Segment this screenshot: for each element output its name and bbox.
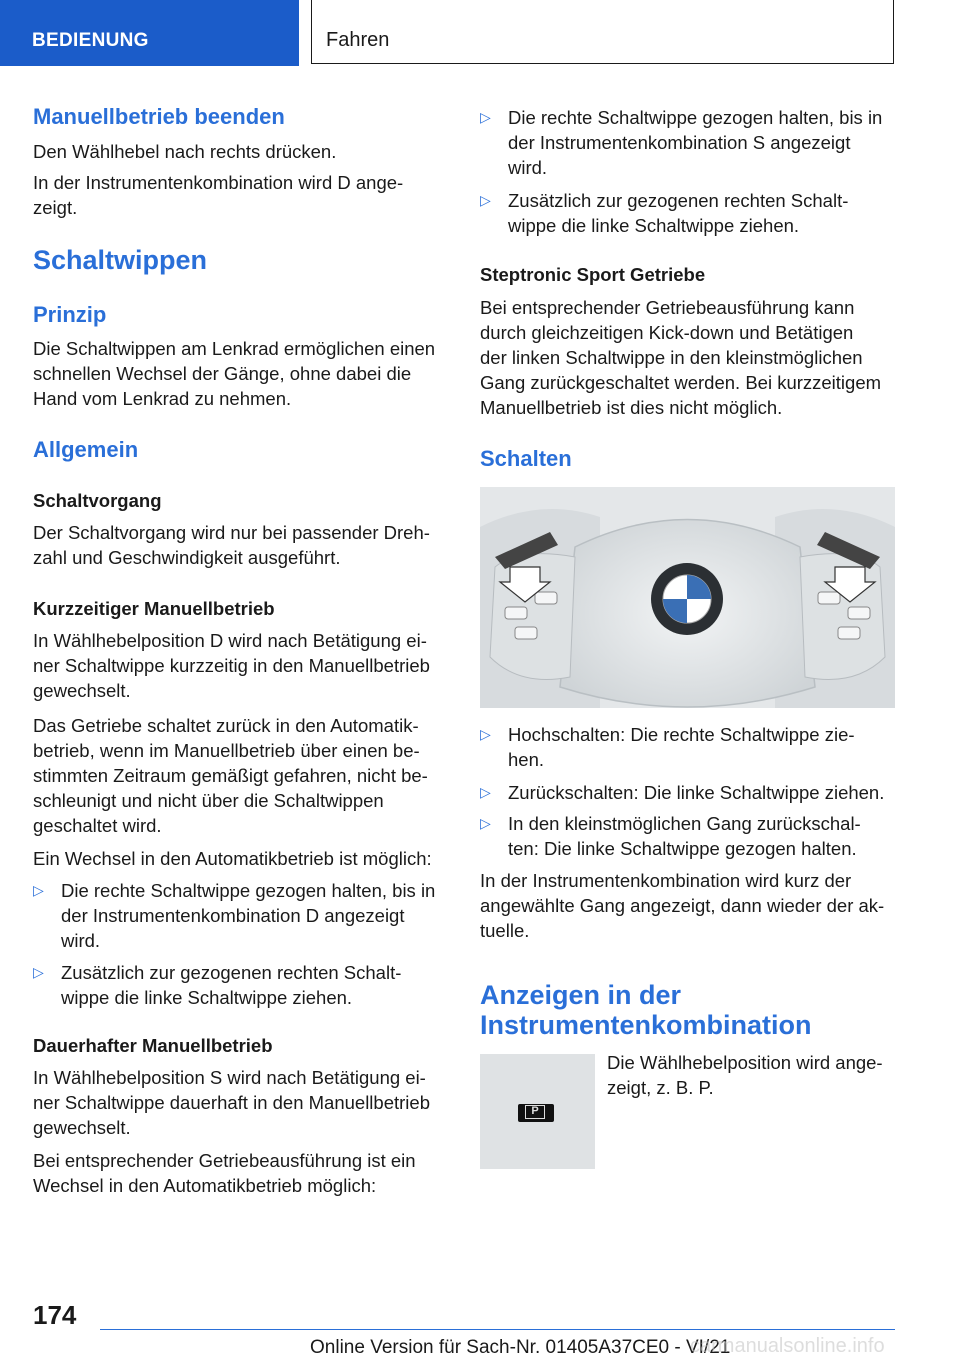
paragraph-line: Gang zurückgeschaltet werden. Bei kurzzeitigem bbox=[480, 372, 882, 393]
list-item-line: Hochschalten: Die rechte Schaltwippe zie- bbox=[508, 724, 855, 745]
list-item-line: Die rechte Schaltwippe gezogen halten, bis in bbox=[61, 880, 436, 901]
heading-schalten: Schalten bbox=[480, 446, 572, 471]
heading-anzeigen bbox=[480, 980, 812, 1040]
subheading-kurzzeitig: Kurzzeitiger Manuellbetrieb bbox=[33, 598, 275, 619]
list-item-line: wird. bbox=[508, 157, 548, 178]
triangle-right-icon: ▷ bbox=[480, 784, 491, 800]
heading-line: Anzeigen in der bbox=[480, 980, 682, 1010]
paragraph-line: stimmten Zeitraum gemäßigt gefahren, nicht be- bbox=[33, 765, 428, 786]
triangle-right-icon: ▷ bbox=[33, 882, 44, 898]
subheading-steptronic: Steptronic Sport Getriebe bbox=[480, 264, 706, 285]
list-item-line: wird. bbox=[61, 930, 101, 951]
heading-prinzip: Prinzip bbox=[33, 302, 107, 327]
heading-schaltwippen: Schaltwippen bbox=[33, 245, 208, 275]
paragraph-line: zeigt, z. B. P. bbox=[607, 1077, 714, 1098]
footer-divider bbox=[100, 1329, 895, 1330]
chapter-label: Fahren bbox=[326, 29, 390, 51]
paragraph-line: ner Schaltwippe kurzzeitig in den Manuellbetrieb bbox=[33, 655, 430, 676]
watermark: carmanualsonline.info bbox=[690, 1335, 885, 1357]
section-tab bbox=[0, 0, 299, 66]
subheading-dauerhaft: Dauerhafter Manuellbetrieb bbox=[33, 1035, 273, 1056]
paragraph-line: In Wählhebelposition D wird nach Betätigung ei- bbox=[33, 630, 427, 651]
paragraph-line: durch gleichzeitigen Kick-down und Betätigen bbox=[480, 322, 854, 343]
list-item-line: hen. bbox=[508, 749, 545, 770]
paragraph-line: Bei entsprechender Getriebeausführung kann bbox=[480, 297, 855, 318]
heading-manuellbetrieb-beenden: Manuellbetrieb beenden bbox=[33, 104, 285, 129]
triangle-right-icon: ▷ bbox=[480, 815, 491, 831]
heading-allgemein: Allgemein bbox=[33, 437, 139, 462]
paragraph: Den Wählhebel nach rechts drücken. bbox=[33, 141, 337, 162]
list-item-line: Die rechte Schaltwippe gezogen halten, bis in bbox=[508, 107, 883, 128]
chapter-box bbox=[311, 0, 894, 64]
paragraph-line: schleunigt und nicht über die Schaltwippen bbox=[33, 790, 384, 811]
gear-indicator bbox=[518, 1104, 554, 1122]
section-label: BEDIENUNG bbox=[32, 30, 149, 51]
paragraph-line: Bei entsprechender Getriebeausführung ist ein bbox=[33, 1150, 416, 1171]
paragraph-line: Der Schaltvorgang wird nur bei passender Dreh- bbox=[33, 522, 430, 543]
list-item-line: Zusätzlich zur gezogenen rechten Schalt- bbox=[61, 962, 402, 983]
paragraph-line: gewechselt. bbox=[33, 680, 131, 701]
paragraph-line: Ein Wechsel in den Automatikbetrieb ist möglich: bbox=[33, 848, 432, 869]
paragraph-line: betrieb, wenn im Manuellbetrieb über einen be- bbox=[33, 740, 420, 761]
subheading-schaltvorgang: Schaltvorgang bbox=[33, 490, 162, 511]
paragraph-line: In Wählhebelposition S wird nach Betätigung ei- bbox=[33, 1067, 426, 1088]
list-item-line: In den kleinstmöglichen Gang zurückschal- bbox=[508, 813, 861, 834]
paragraph-line: schnellen Wechsel der Gänge, ohne dabei die bbox=[33, 363, 412, 384]
list-item-line: wippe die linke Schaltwippe ziehen. bbox=[61, 987, 353, 1008]
gear-letter: P bbox=[525, 1105, 545, 1119]
paragraph-line: gewechselt. bbox=[33, 1117, 131, 1138]
paragraph-line: Die Schaltwippen am Lenkrad ermöglichen einen bbox=[33, 338, 436, 359]
list-item-line: wippe die linke Schaltwippe ziehen. bbox=[508, 215, 800, 236]
paragraph-line: der linken Schaltwippe in den kleinstmöglichen bbox=[480, 347, 863, 368]
paragraph-line: Die Wählhebelposition wird ange- bbox=[607, 1052, 883, 1073]
paragraph-line: Wechsel in den Automatikbetrieb möglich: bbox=[33, 1175, 377, 1196]
steering-wheel-image bbox=[480, 487, 895, 708]
paragraph-line: ner Schaltwippe dauerhaft in den Manuellbetrieb bbox=[33, 1092, 430, 1113]
paragraph-line: In der Instrumentenkombination wird D ange- bbox=[33, 172, 404, 193]
paragraph-line: Das Getriebe schaltet zurück in den Automatik- bbox=[33, 715, 419, 736]
list-item-line: Zurückschalten: Die linke Schaltwippe ziehen. bbox=[508, 782, 885, 803]
heading-line: Instrumentenkombination bbox=[480, 1010, 812, 1040]
paragraph-line: Manuellbetrieb ist dies nicht möglich. bbox=[480, 397, 783, 418]
triangle-right-icon: ▷ bbox=[33, 964, 44, 980]
triangle-right-icon: ▷ bbox=[480, 192, 491, 208]
paragraph-line: tuelle. bbox=[480, 920, 530, 941]
footer-text: Online Version für Sach-Nr. 01405A37CE0 - VI/21 bbox=[310, 1337, 731, 1358]
paragraph-line: Hand vom Lenkrad zu nehmen. bbox=[33, 388, 292, 409]
page-number: 174 bbox=[33, 1300, 77, 1330]
paragraph-line: geschaltet wird. bbox=[33, 815, 162, 836]
list-item-line: der Instrumentenkombination D angezeigt bbox=[61, 905, 405, 926]
triangle-right-icon: ▷ bbox=[480, 726, 491, 742]
list-item-line: ten: Die linke Schaltwippe gezogen halten. bbox=[508, 838, 857, 859]
list-item-line: der Instrumentenkombination S angezeigt bbox=[508, 132, 851, 153]
list-item-line: Zusätzlich zur gezogenen rechten Schalt- bbox=[508, 190, 849, 211]
paragraph-line: angewählte Gang angezeigt, dann wieder der ak- bbox=[480, 895, 885, 916]
paragraph-line: zeigt. bbox=[33, 197, 78, 218]
paragraph-line: zahl und Geschwindigkeit ausgeführt. bbox=[33, 547, 341, 568]
paragraph-line: In der Instrumentenkombination wird kurz der bbox=[480, 870, 852, 891]
triangle-right-icon: ▷ bbox=[480, 109, 491, 125]
instrument-display-image bbox=[480, 1054, 595, 1169]
